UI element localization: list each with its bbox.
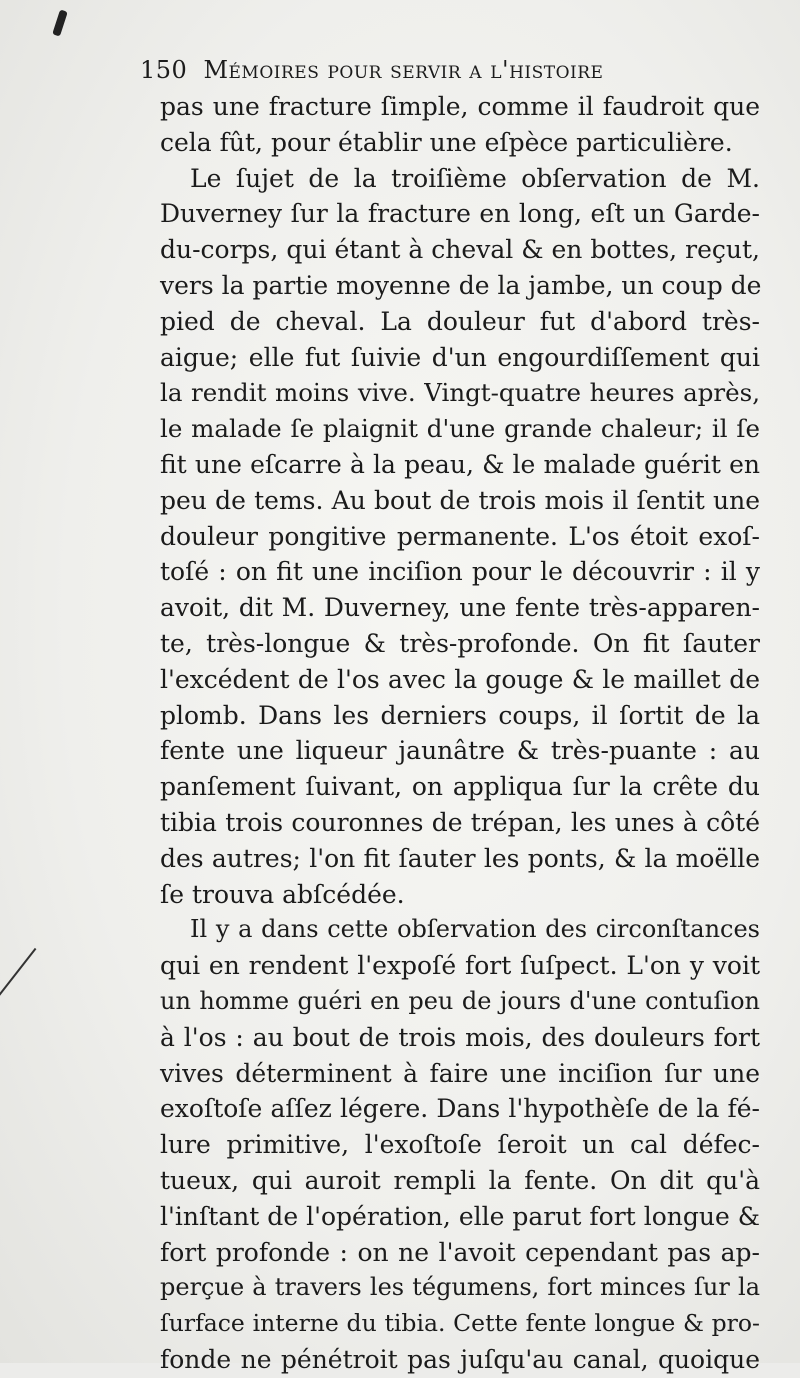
text-line: l'inſtant de l'opération, elle parut fort longue &: [160, 1201, 760, 1231]
ink-mark: [52, 9, 68, 36]
text-line: un homme guéri en peu de jours d'une contuſion: [160, 986, 760, 1015]
text-line: des autres; l'on fit ſauter les ponts, & la moëlle: [160, 843, 760, 873]
body-text: [160, 89, 760, 1378]
text-line: fort profonde : on ne l'avoit cependant pas ap-: [160, 1237, 760, 1267]
text-line: fit une eſcarre à la peau, & le malade guérit en: [160, 449, 760, 479]
running-header: [140, 56, 720, 84]
text-line: qui en rendent l'expoſé fort ſuſpect. L'on y voit: [160, 951, 760, 981]
text-line: vives déterminent à faire une inciſion ſur une: [160, 1058, 760, 1088]
text-line: tibia trois couronnes de trépan, les unes à côté: [160, 807, 760, 837]
running-title: Mémoires pour servir a l'histoire: [203, 56, 604, 84]
text-line: Le ſujet de la troiſième obſervation de M.: [190, 163, 760, 193]
text-line: avoit, dit M. Duverney, une fente très-apparen-: [160, 593, 760, 623]
text-line: toſé : on fit une inciſion pour le découvrir : il y: [160, 557, 760, 587]
text-line: cela fût, pour établir une eſpèce particulière.: [160, 127, 733, 157]
text-line: à l'os : au bout de trois mois, des douleurs fort: [160, 1022, 760, 1052]
text-line: la rendit moins vive. Vingt-quatre heures après,: [160, 378, 760, 408]
text-line: fente une liqueur jaunâtre & très-puante : au: [160, 736, 760, 766]
text-line: Duverney ſur la fracture en long, eſt un Garde-: [160, 199, 760, 229]
text-line: le malade ſe plaignit d'une grande chaleur; il ſe: [160, 414, 760, 444]
text-line: fonde ne pénétroit pas juſqu'au canal, quoique: [160, 1344, 760, 1374]
text-line: ſurface interne du tibia. Cette fente longue & pro-: [160, 1309, 760, 1338]
text-line: aigue; elle fut ſuivie d'un engourdiſſement qui: [160, 342, 760, 372]
text-line: Il y a dans cette obſervation des circonſtances: [190, 915, 760, 944]
text-line: tueux, qui auroit rempli la fente. On dit qu'à: [160, 1165, 760, 1195]
text-line: plomb. Dans les derniers coups, il ſortit de la: [160, 700, 760, 730]
pencil-mark: [0, 948, 36, 1012]
text-line: ſe trouva abſcédée.: [160, 879, 405, 909]
text-line: exoſtoſe aſſez légere. Dans l'hypothèſe de la fé-: [160, 1094, 760, 1124]
page-number: 150: [140, 56, 188, 84]
text-line: lure primitive, l'exoſtoſe ſeroit un cal défec-: [160, 1130, 760, 1160]
text-line: douleur pongitive permanente. L'os étoit exoſ-: [160, 521, 760, 551]
text-line: vers la partie moyenne de la jambe, un coup de: [160, 270, 762, 300]
text-line: te, très-longue & très-profonde. On fit ſauter: [160, 628, 760, 658]
text-line: peu de tems. Au bout de trois mois il ſentit une: [160, 485, 760, 515]
text-line: du-corps, qui étant à cheval & en bottes, reçut,: [160, 235, 760, 265]
text-line: panſement ſuivant, on appliqua ſur la crête du: [160, 772, 760, 802]
text-line: pied de cheval. La douleur fut d'abord très-: [160, 306, 760, 336]
text-line: perçue à travers les tégumens, fort minces ſur la: [160, 1273, 760, 1302]
text-line: pas une fracture ſimple, comme il faudroit que: [160, 92, 760, 121]
text-line: l'excédent de l'os avec la gouge & le maillet de: [160, 664, 760, 694]
